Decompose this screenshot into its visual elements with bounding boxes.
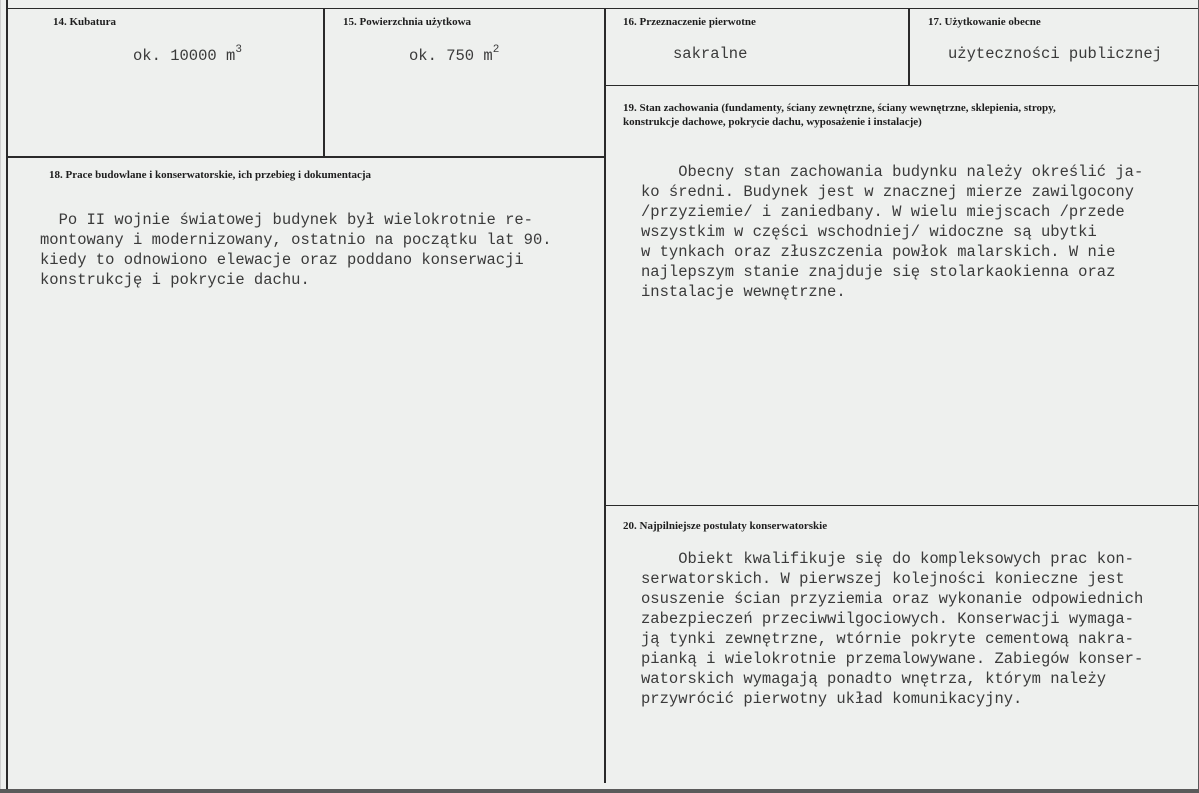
text-line: watorskich wymagają ponadto wnętrza, którym należy bbox=[641, 670, 1107, 688]
text-line: w tynkach oraz złuszczenia powłok malarskich. W nie bbox=[641, 243, 1116, 261]
text-line: przywrócić pierwotny układ komunikacyjny. bbox=[641, 690, 1023, 708]
text-line: osuszenie ścian przyziemia oraz wykonanie odpowiednich bbox=[641, 590, 1144, 608]
field-15-text: ok. 750 m bbox=[409, 47, 493, 65]
text-line: zabezpieczeń przeciwwilgociowych. Konserwacji wymaga- bbox=[641, 610, 1134, 628]
field-17-value: użyteczności publicznej bbox=[948, 45, 1162, 63]
text-line: najlepszym stanie znajduje się stolarkaokienna oraz bbox=[641, 263, 1116, 281]
field-20-label: 20. Najpilniejsze postulaty konserwatorskie bbox=[623, 520, 828, 532]
text-line: instalacje wewnętrzne. bbox=[641, 283, 846, 301]
text-line: Po II wojnie światowej budynek był wielokrotnie re- bbox=[40, 211, 533, 229]
text-line: /przyziemie/ i zaniedbany. W wielu miejscach /przede bbox=[641, 203, 1125, 221]
text-line: kiedy to odnowiono elewacje oraz poddano konserwacji bbox=[40, 251, 524, 269]
field-16-value: sakralne bbox=[673, 45, 748, 63]
field-19-label-line-2: konstrukcje dachowe, pokrycie dachu, wyposażenie i instalacje) bbox=[623, 116, 922, 128]
text-line: Obiekt kwalifikuje się do kompleksowych prac kon- bbox=[641, 550, 1134, 568]
field-14-label: 14. Kubatura bbox=[53, 16, 116, 28]
divider bbox=[908, 8, 910, 86]
field-14-text: ok. 10000 m bbox=[133, 47, 236, 65]
field-19-label-line-1: 19. Stan zachowania (fundamenty, ściany zewnętrzne, ściany wewnętrzne, sklepienia, stropy, bbox=[623, 102, 1056, 114]
text-line: wszystkim w części wschodniej/ widoczne są ubytki bbox=[641, 223, 1097, 241]
field-14-unit-exponent: 3 bbox=[235, 44, 242, 56]
text-line: pianką i wielokrotnie przemalowywane. Zabiegów konser- bbox=[641, 650, 1144, 668]
text-line: Obecny stan zachowania budynku należy określić ja- bbox=[641, 163, 1144, 181]
field-15-label: 15. Powierzchnia użytkowa bbox=[343, 16, 472, 28]
divider bbox=[606, 85, 1198, 86]
text-line: serwatorskich. W pierwszej kolejności konieczne jest bbox=[641, 570, 1125, 588]
text-line: montowany i modernizowany, ostatnio na początku lat 90. bbox=[40, 231, 552, 249]
divider bbox=[6, 0, 8, 789]
field-14-value bbox=[133, 46, 242, 68]
text-line: ją tynki zewnętrzne, wtórnie pokryte cementową nakra- bbox=[641, 630, 1134, 648]
divider bbox=[606, 505, 1198, 506]
field-15-value bbox=[409, 46, 499, 68]
divider bbox=[6, 156, 606, 158]
field-18-label: 18. Prace budowlane i konserwatorskie, ich przebieg i dokumentacja bbox=[49, 169, 372, 181]
divider bbox=[604, 8, 606, 783]
field-19-label bbox=[623, 101, 1183, 129]
divider bbox=[6, 8, 1198, 9]
field-17-label: 17. Użytkowanie obecne bbox=[928, 16, 1041, 28]
field-15-unit-exponent: 2 bbox=[492, 44, 500, 56]
text-line: ko średni. Budynek jest w znacznej mierze zawilgocony bbox=[641, 183, 1134, 201]
field-16-label: 16. Przeznaczenie pierwotne bbox=[623, 16, 756, 28]
divider bbox=[323, 8, 325, 156]
text-line: konstrukcję i pokrycie dachu. bbox=[40, 271, 310, 289]
